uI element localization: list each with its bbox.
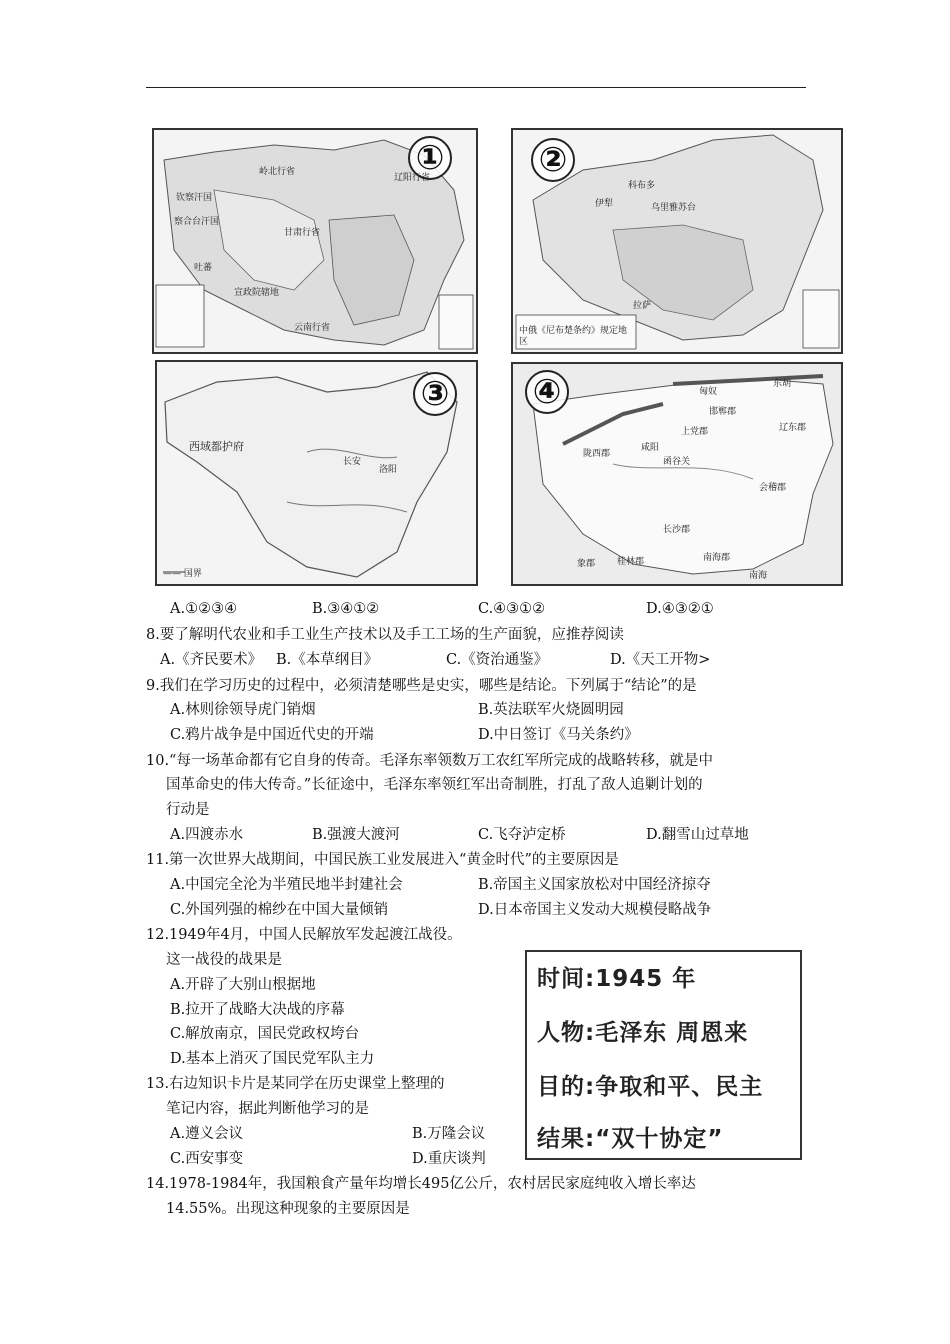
q7-option-c: C.④③①② <box>478 601 546 617</box>
map-label: 科布多 <box>628 181 656 191</box>
q9-option-c: C.鸦片战争是中国近代史的开端 <box>170 727 374 743</box>
map-label: 乌里雅苏台 <box>651 203 697 213</box>
q9-option-d: D.中日签订《马关条约》 <box>478 727 639 743</box>
card-row-purpose: 目的:争取和平、民主 <box>537 1074 764 1100</box>
map-label: 咸阳 <box>641 443 660 453</box>
map-label: 长安 <box>343 457 362 467</box>
q10-option-a: A.四渡赤水 <box>170 827 244 843</box>
map-2 <box>511 128 843 354</box>
q14-stem-line: 14.1978-1984年，我国粮食产量年均增长495亿公斤，农村居民家庭纯收入增长率达 <box>146 1176 696 1192</box>
map-label: 函谷关 <box>663 457 691 467</box>
q12-option-c: C.解放南京，国民党政权垮台 <box>170 1026 360 1042</box>
map-label: 岭北行省 <box>259 167 296 177</box>
map-label: 辽东郡 <box>779 423 807 433</box>
map-label: 钦察汗国 <box>176 193 213 203</box>
map-label: 上党郡 <box>681 427 709 437</box>
q11-option-b: B.帝国主义国家放松对中国经济掠夺 <box>478 877 711 893</box>
map-label: 南海 <box>749 571 768 581</box>
q7-option-b: B.③④①② <box>312 601 380 617</box>
q13-option-a: A.遵义会议 <box>170 1126 244 1142</box>
q8-option-b: B.《本草纲目》 <box>276 652 379 668</box>
map-number: ② <box>531 138 575 182</box>
q11-option-c: C.外国列强的棉纱在中国大量倾销 <box>170 902 389 918</box>
card-row-people: 人物:毛泽东 周恩来 <box>537 1020 749 1046</box>
map-label: 吐蕃 <box>194 263 213 273</box>
q8-option-c: C.《资治通鉴》 <box>446 652 549 668</box>
q11-stem: 11.第一次世界大战期间，中国民族工业发展进入“黄金时代”的主要原因是 <box>146 852 619 868</box>
map-number: ① <box>408 136 452 180</box>
q14-stem-line: 14.55%。出现这种现象的主要原因是 <box>166 1201 410 1217</box>
card-row-result: 结果:“双十协定” <box>537 1126 724 1152</box>
map-label: 察合台汗国 <box>174 217 220 227</box>
map-number: ③ <box>413 372 457 416</box>
map-label: 南海郡 <box>703 553 731 563</box>
map-label: 洛阳 <box>379 465 398 475</box>
map-label: 东胡 <box>773 379 792 389</box>
q11-option-d: D.日本帝国主义发动大规模侵略战争 <box>478 902 712 918</box>
map-label: 伊犁 <box>595 199 614 209</box>
header-rule <box>146 87 806 88</box>
q13-option-b: B.万隆会议 <box>412 1126 486 1142</box>
map-label: 匈奴 <box>699 387 718 397</box>
map-label: 象郡 <box>577 559 596 569</box>
q7-option-a: A.①②③④ <box>170 601 238 617</box>
q13-option-d: D.重庆谈判 <box>412 1151 486 1167</box>
map-3 <box>155 360 478 586</box>
q12-option-d: D.基本上消灭了国民党军队主力 <box>170 1051 375 1067</box>
map-legend: 中俄《尼布楚条约》规定地区 <box>519 326 628 347</box>
q8-option-d: D.《天工开物> <box>610 652 711 668</box>
q12-option-b: B.拉开了战略大决战的序幕 <box>170 1002 345 1018</box>
map-label: 邯郸郡 <box>709 407 737 417</box>
q13-option-c: C.西安事变 <box>170 1151 244 1167</box>
q12-option-a: A.开辟了大别山根据地 <box>170 977 316 993</box>
map-label: 宣政院辖地 <box>234 288 280 298</box>
q9-option-a: A.林则徐领导虎门销烟 <box>170 702 316 718</box>
q10-option-b: B.强渡大渡河 <box>312 827 400 843</box>
q12-stem-line: 12.1949年4月，中国人民解放军发起渡江战役。 <box>146 927 462 943</box>
map-label: 云南行省 <box>294 323 331 333</box>
q10-stem-line: 10.“每一场革命都有它自身的传奇。毛泽东率领数万工农红军所完成的战略转移，就是中 <box>146 753 713 769</box>
map-4 <box>511 362 843 586</box>
map-label: 桂林郡 <box>617 557 645 567</box>
q10-stem-line: 国革命史的伟大传奇。”长征途中，毛泽东率领红军出奇制胜，打乱了敌人追剿计划的 <box>166 777 703 793</box>
q8-option-a: A.《齐民要术》 <box>160 652 263 668</box>
map-label: 长沙郡 <box>663 525 691 535</box>
map-legend: —— 国界 <box>163 569 202 579</box>
map-number: ④ <box>525 370 569 414</box>
map-label: 会稽郡 <box>759 483 787 493</box>
q8-stem: 8.要了解明代农业和手工业生产技术以及手工工场的生产面貌，应推荐阅读 <box>146 627 624 643</box>
q9-option-b: B.英法联军火烧圆明园 <box>478 702 624 718</box>
q9-stem: 9.我们在学习历史的过程中，必须清楚哪些是史实，哪些是结论。下列属于“结论”的是 <box>146 678 697 694</box>
map-label: 陇西郡 <box>583 449 611 459</box>
q12-stem-line: 这一战役的战果是 <box>166 952 282 968</box>
q13-stem-line: 笔记内容，据此判断他学习的是 <box>166 1101 369 1117</box>
knowledge-card <box>525 950 802 1160</box>
map-label: 西域都护府 <box>189 440 244 453</box>
q10-stem-line: 行动是 <box>166 802 210 818</box>
q7-option-d: D.④③②① <box>646 601 714 617</box>
card-row-time: 时间:1945 年 <box>537 966 697 992</box>
map-1 <box>152 128 478 354</box>
map-label: 甘肃行省 <box>284 228 321 238</box>
q13-stem-line: 13.右边知识卡片是某同学在历史课堂上整理的 <box>146 1076 445 1092</box>
q10-option-d: D.翻雪山过草地 <box>646 827 749 843</box>
q11-option-a: A.中国完全沦为半殖民地半封建社会 <box>170 877 403 893</box>
map-label: 拉萨 <box>633 301 652 311</box>
q10-option-c: C.飞夺泸定桥 <box>478 827 566 843</box>
map-label: 辽阳行省 <box>394 173 431 183</box>
